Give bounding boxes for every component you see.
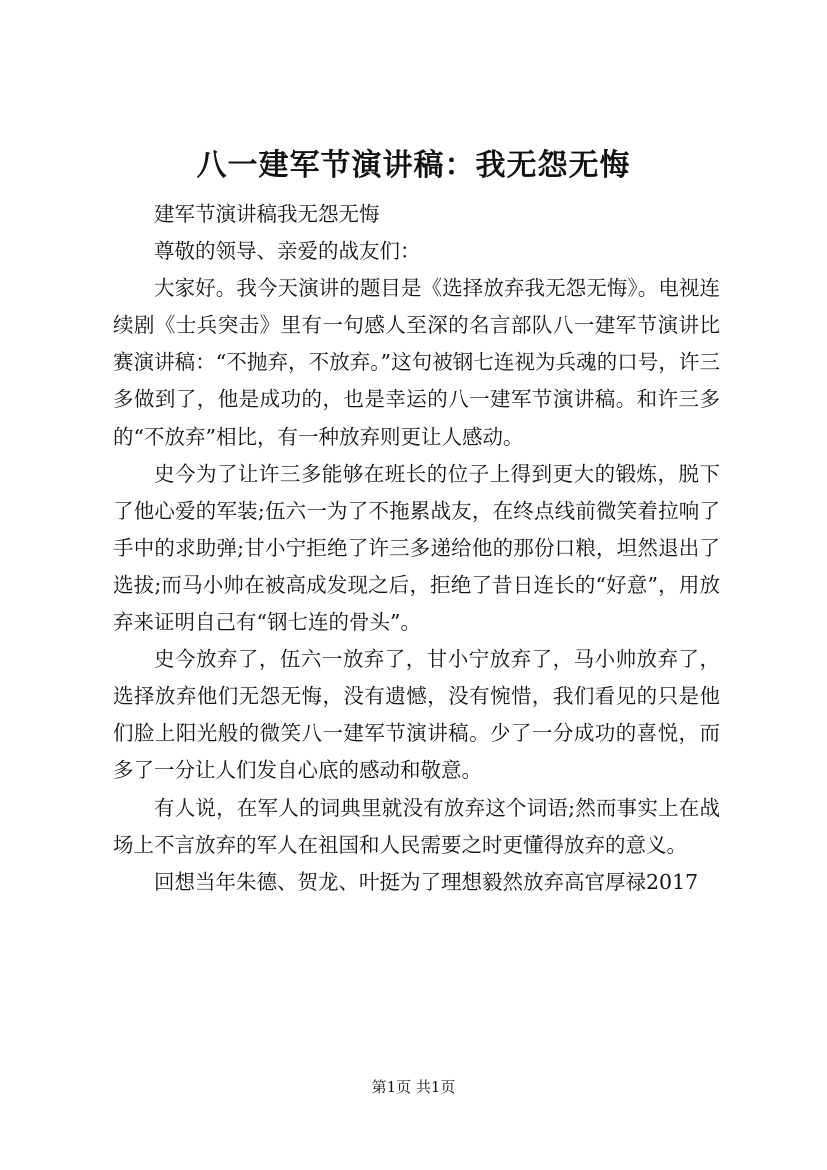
paragraph-salutation: 尊敬的领导、亲爱的战友们：: [154, 239, 421, 264]
paragraph: 有人说，在军人的词典里就没有放弃这个词语;然而事实上在战场上不言放弃的军人在祖国和人民需要之时更懂得放弃的意义。: [113, 795, 720, 857]
document-body: [113, 196, 720, 901]
paragraph: 大家好。我今天演讲的题目是《选择放弃我无怨无悔》。电视连续剧《士兵突击》里有一句感人至深的名言部队八一建军节演讲比赛演讲稿：“不抛弃，不放弃。”这句被钢七连视为兵魂的口号，许三多做到了，他是成功的，也是幸运的八一建军节演讲稿。和许三多的“不放弃”相比，有一种放弃则更让人感动。: [113, 276, 720, 449]
paragraph: 回想当年朱德、贺龙、叶挺为了理想毅然放弃高官厚禄2017: [154, 869, 699, 894]
paragraph-subtitle: 建军节演讲稿我无怨无悔: [154, 202, 380, 226]
document-title: 八一建军节演讲稿：我无怨无悔: [196, 148, 631, 183]
page-number-footer: 第1页 共1页: [371, 1078, 456, 1096]
paragraph: 史今为了让许三多能够在班长的位子上得到更大的锻炼，脱下了他心爱的军装;伍六一为了不拖累战友，在终点线前微笑着拉响了手中的求助弹;甘小宁拒绝了许三多递给他的那份口粮，坦然退出了选拔;而马小帅在被高成发现之后，拒绝了昔日连长的“好意”，用放弃来证明自己有“钢七连的骨头”。: [113, 461, 720, 635]
paragraph: 史今放弃了，伍六一放弃了，甘小宁放弃了，马小帅放弃了，选择放弃他们无怨无悔，没有遗憾，没有惋惜，我们看见的只是他们脸上阳光般的微笑八一建军节演讲稿。少了一分成功的喜悦，而多了一分让人们发自心底的感动和敬意。: [113, 647, 720, 783]
